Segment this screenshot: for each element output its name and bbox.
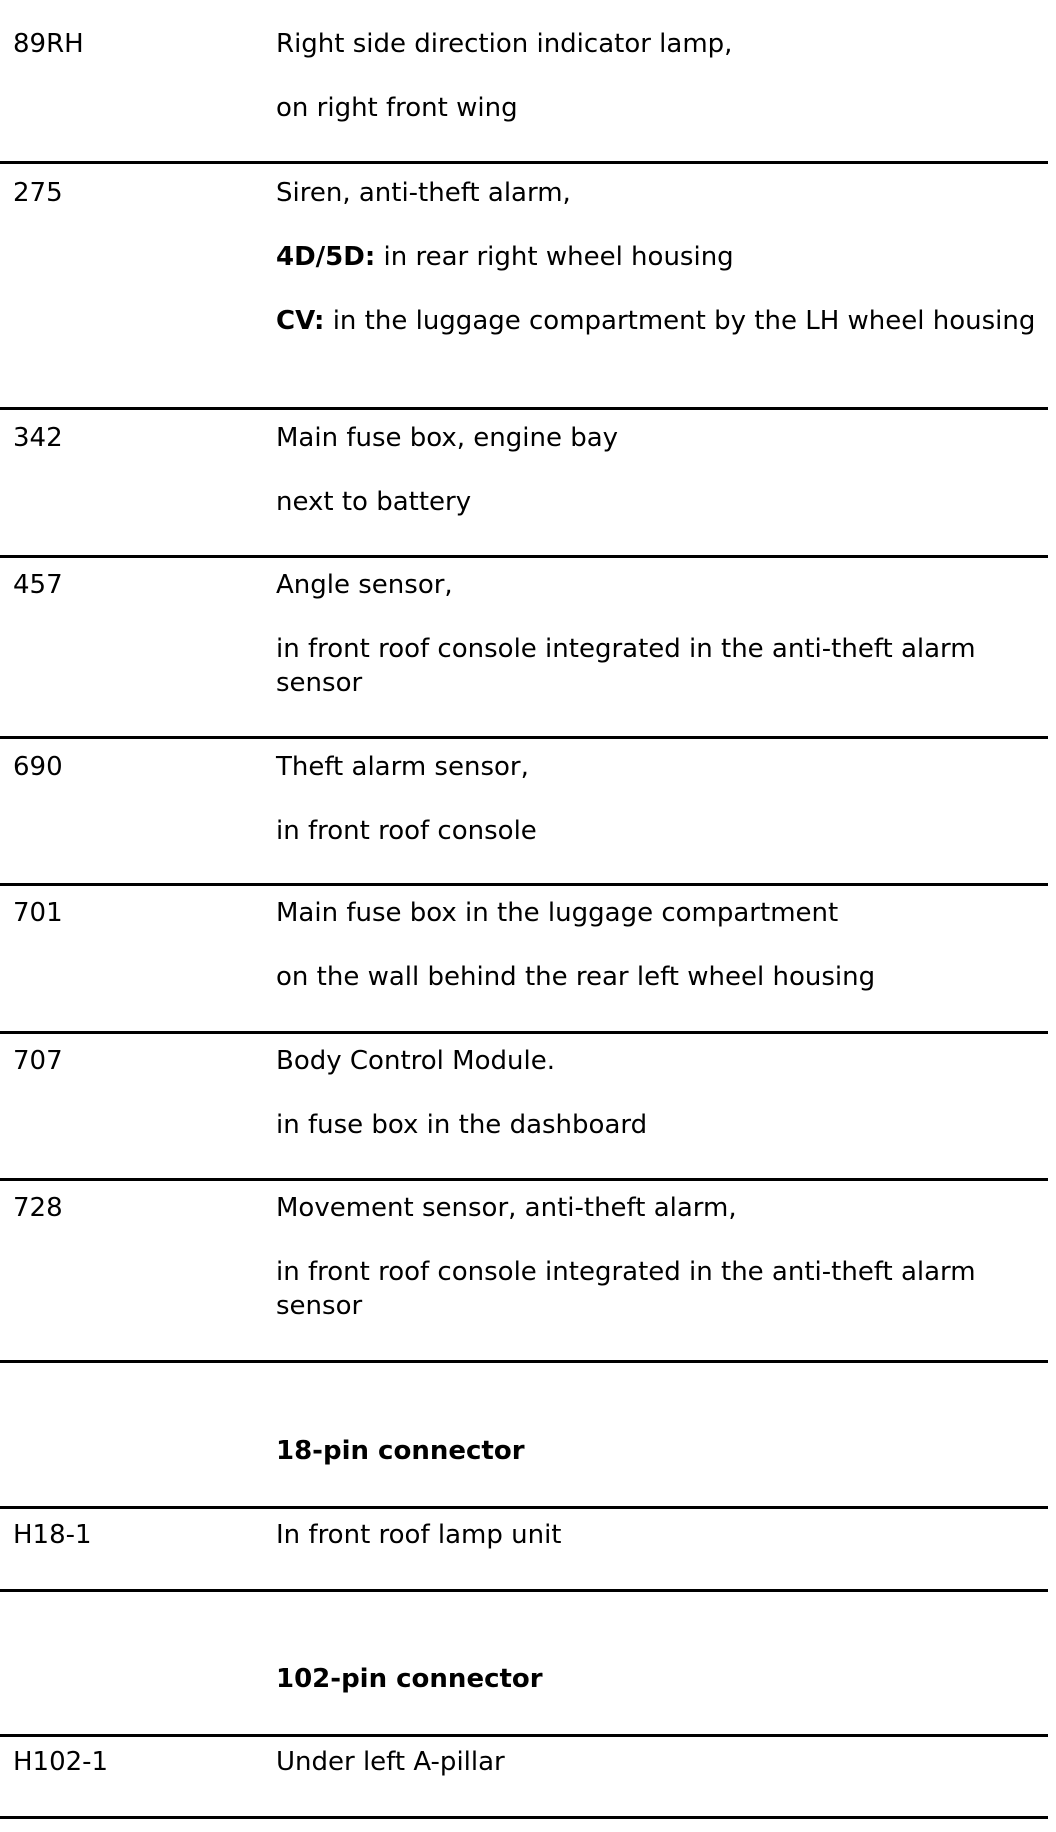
connector-location: In front roof lamp unit <box>276 1520 562 1550</box>
description-line: in fuse box in the dashboard <box>276 1110 648 1140</box>
description-line: in front roof console integrated in the anti-theft alarm sensor <box>276 634 976 698</box>
component-description <box>276 421 1048 519</box>
row-divider <box>0 1589 1048 1592</box>
description-line: Theft alarm sensor, <box>276 752 529 782</box>
component-code: 728 <box>13 1193 63 1223</box>
row-divider <box>0 1816 1048 1819</box>
row-divider <box>0 407 1048 410</box>
description-line: Main fuse box, engine bay <box>276 423 619 453</box>
component-description <box>276 896 1048 994</box>
variant-text: in rear right wheel housing <box>375 242 734 272</box>
description-line: Movement sensor, anti-theft alarm, <box>276 1193 737 1223</box>
description-line: on right front wing <box>276 93 518 123</box>
component-description <box>276 1191 1048 1323</box>
component-code: 690 <box>13 752 63 782</box>
description-line <box>276 240 1048 274</box>
connector-location: Under left A-pillar <box>276 1747 505 1777</box>
row-divider <box>0 161 1048 164</box>
component-code: 275 <box>13 178 63 208</box>
description-line: in front roof console integrated in the anti-theft alarm sensor <box>276 1257 976 1321</box>
description-line: next to battery <box>276 487 472 517</box>
section-heading: 18-pin connector <box>276 1436 525 1466</box>
component-code: 457 <box>13 570 63 600</box>
row-divider <box>0 736 1048 739</box>
component-code: 342 <box>13 423 63 453</box>
description-line: Right side direction indicator lamp, <box>276 29 733 59</box>
variant-label: CV: <box>276 306 325 336</box>
row-divider <box>0 1360 1048 1363</box>
variant-text: in the luggage compartment by the LH wheel housing <box>324 306 1036 336</box>
component-description <box>276 568 1048 700</box>
component-description <box>276 27 1048 125</box>
component-description <box>276 750 1048 848</box>
description-line: Body Control Module. <box>276 1046 555 1076</box>
row-divider <box>0 555 1048 558</box>
connector-code: H18-1 <box>13 1520 92 1550</box>
variant-label: 4D/5D: <box>276 242 376 272</box>
description-line: Angle sensor, <box>276 570 453 600</box>
row-divider <box>0 1031 1048 1034</box>
description-line: on the wall behind the rear left wheel housing <box>276 962 876 992</box>
row-divider <box>0 1734 1048 1737</box>
description-line: Main fuse box in the luggage compartment <box>276 898 839 928</box>
description-line <box>276 304 1048 338</box>
component-description <box>276 176 1048 338</box>
component-description <box>276 1044 1048 1142</box>
component-code: 701 <box>13 898 63 928</box>
component-code: 89RH <box>13 29 84 59</box>
description-line: in front roof console <box>276 816 537 846</box>
row-divider <box>0 1178 1048 1181</box>
description-line: Siren, anti-theft alarm, <box>276 178 571 208</box>
component-code: 707 <box>13 1046 63 1076</box>
section-heading: 102-pin connector <box>276 1664 543 1694</box>
connector-code: H102-1 <box>13 1747 109 1777</box>
row-divider <box>0 1506 1048 1509</box>
row-divider <box>0 883 1048 886</box>
